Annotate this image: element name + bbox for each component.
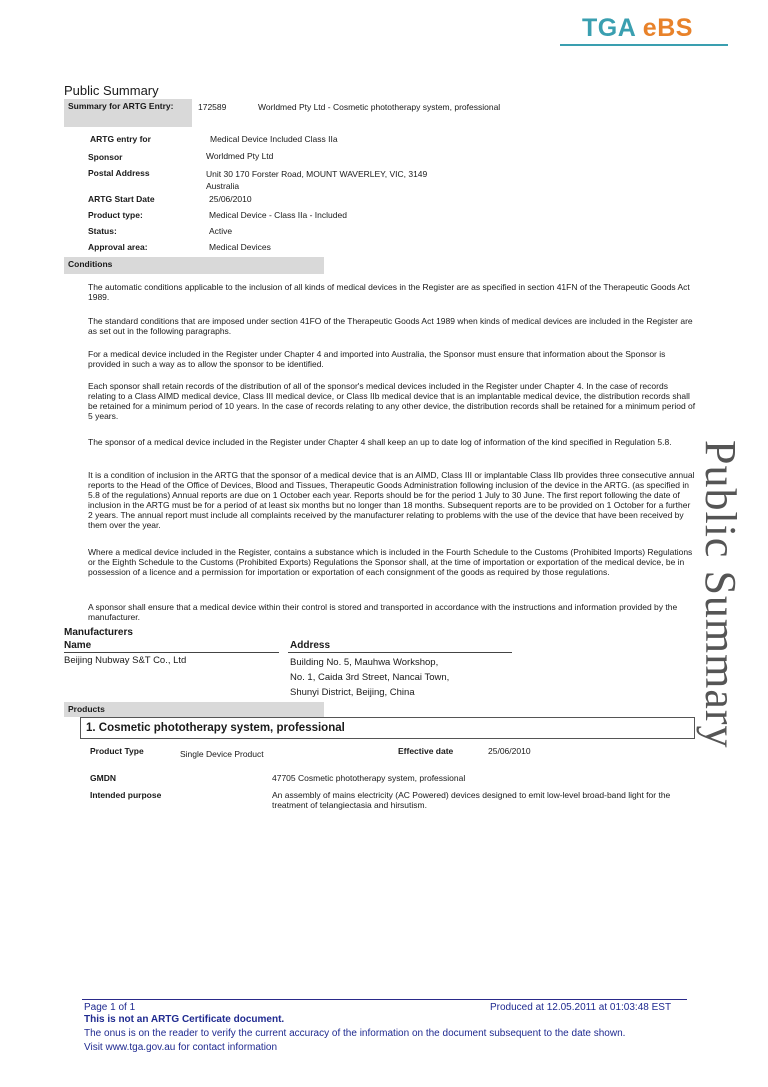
footer-produced-date: Produced at 12.05.2011 at 01:03:48 EST [490, 1002, 672, 1013]
detail-value: Medical Devices [209, 242, 271, 252]
detail-value: 25/06/2010 [209, 194, 252, 204]
detail-label: ARTG Start Date [88, 194, 155, 204]
detail-value: Unit 30 170 Forster Road, MOUNT WAVERLEY, VIC, 3149 [206, 169, 428, 179]
detail-label: Product type: [88, 210, 143, 220]
condition-paragraph: The standard conditions that are imposed under section 41FO of the Therapeutic Goods Act 1989 when kinds of medical devices are included in the Register are as set out in the following paragraphs. [88, 316, 693, 336]
manufacturer-address-line: Building No. 5, Mauhwa Workshop, [290, 657, 439, 668]
effective-date-label: Effective date [398, 746, 454, 756]
name-col-rule [64, 652, 279, 653]
condition-paragraph: The sponsor of a medical device included in the Register under Chapter 4 shall keep an up to date log of information of the kind specified in Regulation 5.8. [88, 437, 672, 447]
manufacturer-address-line: Shunyi District, Beijing, China [290, 687, 415, 698]
page-title: Public Summary [64, 83, 159, 98]
detail-value: Medical Device Included Class IIa [210, 134, 338, 144]
condition-paragraph: It is a condition of inclusion in the ARTG that the sponsor of a medical device that is an AIMD, Class III or implantable Class IIb provides three consecutive annual reports to the Head of the Office of Devices, Blood and Tissues, Therapeutic Goods Administration following inclusion of the device in the ARTG. (as specified in 5.8 of the regulations) Annual reports are due on 1 October each year. Reports should be for the period 1 July to 30 June. The first report following the date of inclusion in the ARTG must be for a period of at least six months but no longer than 18 months. Subsequent reports are to be provided on 1 October for a further 2 years. The annual report must include all complaints received by the manufacturer relating to problems with the use of the device that have been received by them over the year. [88, 470, 695, 530]
detail-value: Active [209, 226, 233, 236]
effective-date-value: 25/06/2010 [488, 746, 531, 756]
condition-paragraph: Where a medical device included in the Register, contains a substance which is included in the Fourth Schedule to the Customs (Prohibited Imports) Regulations or the Eighth Schedule to the Customs (Prohibited Exports) Regulations the Sponsor shall, at the time of importation or exportation of the medical device, be in possession of a licence and a permission for importation or exportation of each consignment of the goods as required by those regulations. [88, 547, 693, 577]
detail-label: Sponsor [88, 152, 123, 162]
conditions-label: Conditions [64, 257, 324, 274]
products-label: Products [64, 702, 324, 717]
artg-number: 172589 [198, 102, 227, 112]
manufacturers-col-name: Name [64, 640, 92, 651]
product-type-value: Single Device Product [180, 749, 264, 759]
logo-ebs: eBS [642, 14, 693, 42]
footer-notice: This is not an ARTG Certificate document. [84, 1014, 285, 1025]
detail-label: Approval area: [88, 242, 148, 252]
condition-paragraph: For a medical device included in the Register under Chapter 4 and imported into Australia, the Sponsor must ensure that information about the Sponsor is provided in such a way as to allow the sponsor to be identified. [88, 349, 666, 369]
logo-tga: TGA [582, 14, 636, 42]
manufacturer-name: Beijing Nubway S&T Co., Ltd [64, 655, 187, 666]
condition-paragraph: The automatic conditions applicable to the inclusion of all kinds of medical devices in the Register are as specified in section 41FN of the Therapeutic Goods Act 1989. [88, 282, 690, 302]
detail-value: Worldmed Pty Ltd [206, 151, 274, 161]
intended-purpose-label: Intended purpose [90, 790, 162, 800]
manufacturer-address-line: No. 1, Caida 3rd Street, Nancai Town, [290, 672, 450, 683]
footer-onus: The onus is on the reader to verify the current accuracy of the information on the document subsequent to the date shown. [84, 1028, 626, 1039]
address-col-rule [288, 652, 512, 653]
detail-value-line2: Australia [206, 181, 240, 191]
detail-label: ARTG entry for [90, 134, 151, 144]
footer-visit: Visit www.tga.gov.au for contact information [84, 1042, 278, 1053]
condition-paragraph: Each sponsor shall retain records of the distribution of all of the sponsor's medical devices included in the Register under Chapter 4. In the case of records relating to a Class AIMD medical device, Class III medical device, or Class IIb medical device that is an implantable medical device, the distribution records shall be retained for a minimum period of 10 years. In the case of records relating to any other device, the distribution records shall be retained for a minimum period of 5 years. [88, 381, 696, 421]
logo-underline [560, 44, 728, 46]
tga-ebs-logo [582, 14, 693, 43]
detail-value: Medical Device - Class IIa - Included [209, 210, 347, 220]
entry-name: Worldmed Pty Ltd - Cosmetic phototherapy system, professional [258, 102, 501, 112]
product-title: 1. Cosmetic phototherapy system, professional [86, 722, 345, 734]
detail-label: Postal Address [88, 168, 150, 178]
condition-paragraph: A sponsor shall ensure that a medical device within their control is stored and transported in accordance with the instructions and information provided by the manufacturer. [88, 602, 678, 622]
product-type-label: Product Type [90, 746, 144, 756]
footer-rule [82, 999, 687, 1000]
public-summary-side-text: Public Summary [696, 440, 745, 749]
summary-label: Summary for ARTG Entry: [64, 99, 192, 127]
manufacturers-col-address: Address [290, 640, 331, 651]
gmdn-value: 47705 Cosmetic phototherapy system, professional [272, 773, 466, 783]
manufacturers-heading: Manufacturers [64, 627, 133, 638]
gmdn-label: GMDN [90, 773, 116, 783]
footer-page-number: Page 1 of 1 [84, 1002, 136, 1013]
product-title-box [80, 717, 695, 739]
intended-purpose-value: An assembly of mains electricity (AC Powered) devices designed to emit low-level broad-band light for the treatment of telangiectasia and hirsutism. [272, 790, 671, 810]
detail-label: Status: [88, 226, 117, 236]
